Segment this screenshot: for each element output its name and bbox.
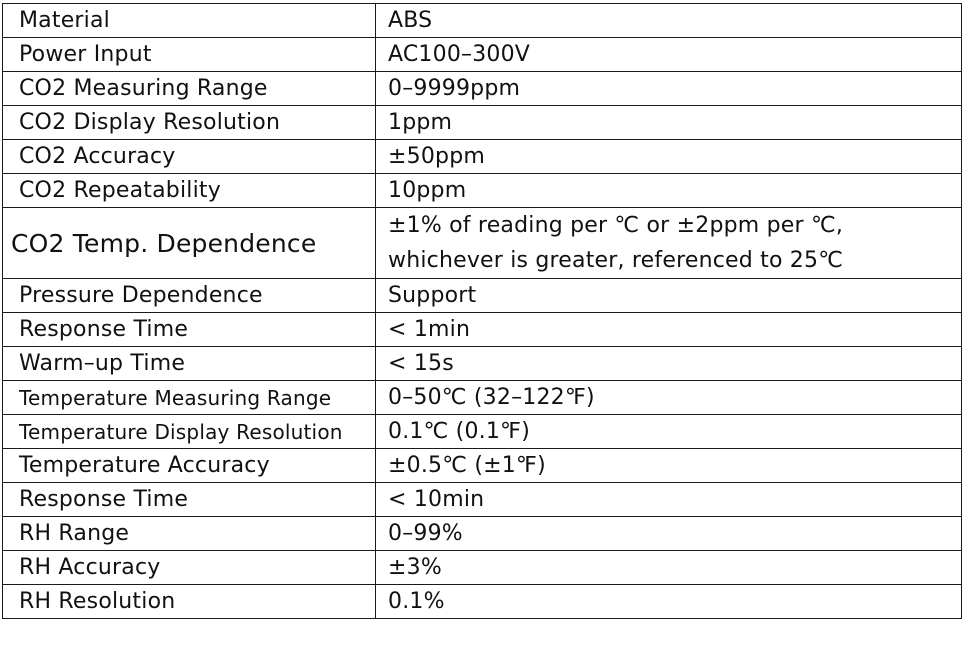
spec-value: 0.1℃ (0.1℉): [376, 415, 962, 449]
spec-label: Response Time: [3, 483, 376, 517]
table-row: [3, 72, 962, 106]
spec-label: Material: [3, 4, 376, 38]
spec-value-line: whichever is greater, referenced to 25℃: [388, 248, 844, 273]
table-row: [3, 106, 962, 140]
spec-value-line: ±1% of reading per ℃ or ±2ppm per ℃,: [388, 213, 844, 238]
spec-value: < 10min: [376, 483, 962, 517]
spec-value: 0.1%: [376, 585, 962, 619]
spec-value: ABS: [376, 4, 962, 38]
table-row: [3, 449, 962, 483]
table-row: [3, 174, 962, 208]
spec-value: ±3%: [376, 551, 962, 585]
table-row: [3, 38, 962, 72]
spec-label: Pressure Dependence: [3, 279, 376, 313]
spec-label: CO2 Accuracy: [3, 140, 376, 174]
table-row: [3, 585, 962, 619]
table-row: [3, 551, 962, 585]
spec-value: [376, 208, 962, 279]
spec-label: Power Input: [3, 38, 376, 72]
spec-label: CO2 Repeatability: [3, 174, 376, 208]
spec-label: Temperature Accuracy: [3, 449, 376, 483]
table-row: [3, 140, 962, 174]
table-row: [3, 483, 962, 517]
table-row: [3, 4, 962, 38]
spec-label: Response Time: [3, 313, 376, 347]
spec-label: RH Resolution: [3, 585, 376, 619]
table-row: [3, 415, 962, 449]
spec-label: RH Range: [3, 517, 376, 551]
spec-label: Warm–up Time: [3, 347, 376, 381]
table-row: [3, 208, 962, 279]
table-row: [3, 381, 962, 415]
spec-label: CO2 Temp. Dependence: [3, 208, 376, 279]
spec-value: 10ppm: [376, 174, 962, 208]
spec-label: CO2 Display Resolution: [3, 106, 376, 140]
spec-label: Temperature Display Resolution: [3, 415, 376, 449]
spec-label: RH Accuracy: [3, 551, 376, 585]
spec-value: 0–99%: [376, 517, 962, 551]
spec-value: Support: [376, 279, 962, 313]
table-row: [3, 517, 962, 551]
table-row: [3, 347, 962, 381]
spec-label: CO2 Measuring Range: [3, 72, 376, 106]
table-row: [3, 279, 962, 313]
table-row: [3, 313, 962, 347]
spec-value: ±50ppm: [376, 140, 962, 174]
spec-value: 0–50℃ (32–122℉): [376, 381, 962, 415]
spec-table: [2, 3, 962, 619]
spec-value: < 1min: [376, 313, 962, 347]
spec-value: ±0.5℃ (±1℉): [376, 449, 962, 483]
spec-value: < 15s: [376, 347, 962, 381]
spec-label: Temperature Measuring Range: [3, 381, 376, 415]
spec-value: 0–9999ppm: [376, 72, 962, 106]
spec-value: AC100–300V: [376, 38, 962, 72]
spec-value: 1ppm: [376, 106, 962, 140]
